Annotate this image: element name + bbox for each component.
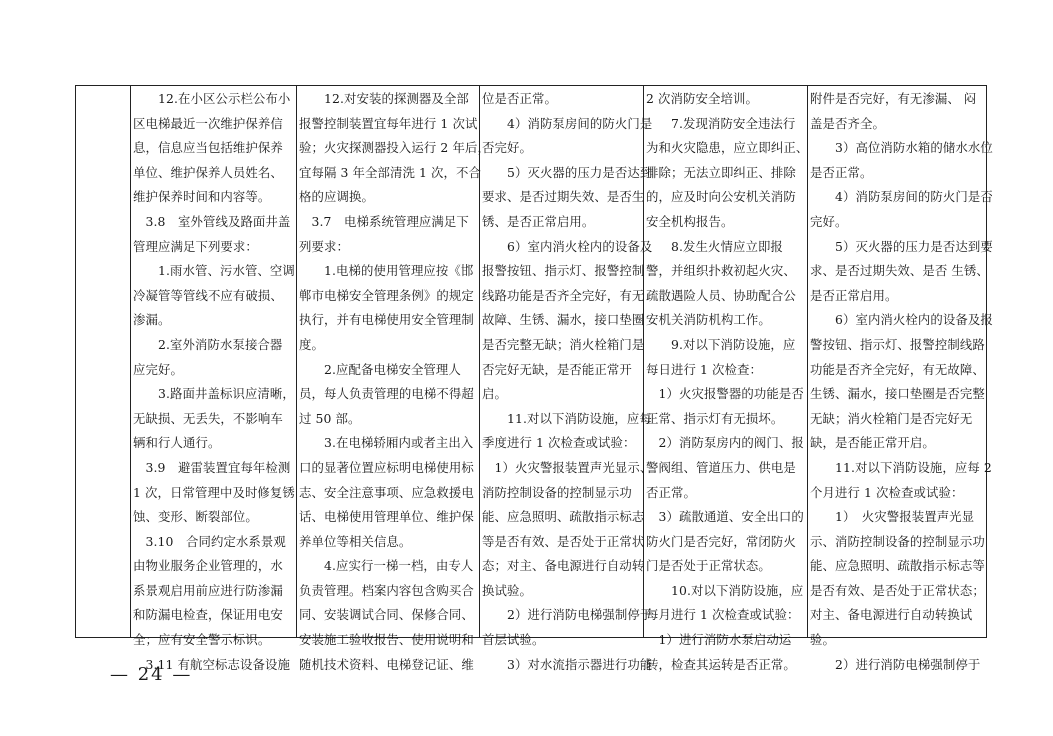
table-text-line: 转，检查其运转是否正常。 xyxy=(646,656,796,672)
table-text-line: 3.7 电梯系统管理应满足下 xyxy=(299,213,469,229)
table-text-line: 负责管理。档案内容包含购买合 xyxy=(299,582,474,598)
table-text-line: 求、是否过期失效、是否 生锈、 xyxy=(810,263,989,279)
table-text-line: 锈、是否正常启用。 xyxy=(482,213,595,229)
table-text-line: 蚀、变形、断裂部位。 xyxy=(133,509,258,525)
table-text-line: 12.对安装的探测器及全部 xyxy=(299,91,469,106)
table-text-line: 验。 xyxy=(810,632,835,648)
table-text-line: 换试验。 xyxy=(482,582,532,598)
table-text-line: 辆和行人通行。 xyxy=(133,435,221,451)
table-text-line: 9.对以下消防设施，应 xyxy=(646,336,796,352)
table-text-line: 7.发现消防安全违法行 xyxy=(646,115,796,131)
table-text-line: 安全机构报告。 xyxy=(646,213,734,229)
table-text-line: 全；应有安全警示标识。 xyxy=(133,632,271,648)
table-text-line: 附件是否完好，有无渗漏、 闷 xyxy=(810,91,977,106)
table-text-line: 2）进行消防电梯强制停于 xyxy=(810,656,981,672)
table-text-line: 单位、维护保养人员姓名、 xyxy=(133,164,283,180)
document-table xyxy=(75,85,993,672)
table-text-line: 度。 xyxy=(299,336,324,352)
table-text-line: 冷凝管等管线不应有破损、 xyxy=(133,287,283,303)
table-text-line: 格的应调换。 xyxy=(299,189,374,205)
table-text-line: 2）进行消防电梯强制停于 xyxy=(482,607,653,623)
table-text-line: 否完好无缺，是否能正常开 xyxy=(482,361,632,377)
table-text-line: 无缺损、无丢失，不影响车 xyxy=(133,410,283,426)
table-text-line: 警，并组织扑救初起火灾、 xyxy=(646,263,796,279)
table-text-line: 10.对以下消防设施，应 xyxy=(646,582,804,598)
table-text-line: 否完好。 xyxy=(482,140,532,156)
table-text-line: 郸市电梯安全管理条例》的规定 xyxy=(299,287,474,303)
table-text-line: 话、电梯使用管理单位、维护保 xyxy=(299,509,474,525)
table-text-line: 由物业服务企业管理的，水 xyxy=(133,558,283,574)
table-text-line: 生锈、漏水，接口垫圈是否完整 xyxy=(810,386,985,402)
table-text-line: 故障、生锈、漏水，接口垫圈 xyxy=(482,312,645,328)
table-text-line: 口的显著位置应标明电梯使用标 xyxy=(299,459,474,475)
table-text-line: 8.发生火情应立即报 xyxy=(646,238,783,254)
table-text-line: 能、应急照明、疏散指示标志等 xyxy=(810,558,985,574)
table-text-line: 对主、备电源进行自动转换试 xyxy=(810,607,973,623)
table-text-line: 2.应配备电梯安全管理人 xyxy=(299,361,461,377)
table-text-line: 6）室内消火栓内的设备及报 xyxy=(810,312,993,328)
table-text-line: 的，应及时向公安机关消防 xyxy=(646,189,796,205)
table-text-line: 养单位等相关信息。 xyxy=(299,533,412,549)
table-text-line: 11.对以下消防设施，应每 xyxy=(482,410,652,426)
table-text-line: 过 50 部。 xyxy=(299,410,361,426)
table-text-line: 5）灭火器的压力是否达到要 xyxy=(810,238,993,254)
table-text-line: 3.11 有航空标志设备设施 xyxy=(133,656,290,672)
table-text-line: 等是否有效、是否处于正常状 xyxy=(482,533,645,549)
table-text-line: 1） 火灾警报装置声光显 xyxy=(810,509,975,525)
table-text-line: 员，每人负责管理的电梯不得超 xyxy=(299,386,474,402)
table-text-line: 功能是否齐全完好，有无故障、 xyxy=(810,361,985,377)
table-text-line: 消防控制设备的控制显示功 xyxy=(482,484,632,500)
table-text-line: 位是否正常。 xyxy=(482,91,557,106)
table-text-line: 无缺；消火栓箱门是否完好无 xyxy=(810,410,973,426)
table-text-line: 维护保养时间和内容等。 xyxy=(133,189,271,205)
table-text-line: 和防漏电检查，保证用电安 xyxy=(133,607,283,623)
table-text-line: 线路功能是否齐全完好，有无 xyxy=(482,287,645,303)
table-text-line: 报警控制装置宜每年进行 1 次试 xyxy=(299,115,478,131)
table-text-line: 3）高位消防水箱的储水水位 xyxy=(810,140,993,156)
table-text-line: 是否完整无缺；消火栓箱门是 xyxy=(482,336,645,352)
table-text-line: 每日进行 1 次检查： xyxy=(646,361,762,377)
table-text-line: 是否正常启用。 xyxy=(810,287,898,303)
table-text-line: 3.9 避雷装置宜每年检测 xyxy=(133,459,291,475)
table-text-line: 防火门是否完好，常闭防火 xyxy=(646,533,796,549)
table-text-line: 态；对主、备电源进行自动转 xyxy=(482,558,645,574)
table-text-line: 息，信息应当包括维护保养 xyxy=(133,140,283,156)
table-text-line: 2.室外消防水泵接合器 xyxy=(133,336,283,352)
table-text-line: 警按钮、指示灯、报警控制线路 xyxy=(810,336,985,352)
table-text-line: 验；火灾探测器投入运行 2 年后， xyxy=(299,140,490,156)
table-text-line: 4）消防泵房间的防火门是否 xyxy=(810,189,993,205)
table-text-line: 3.8 室外管线及路面井盖 xyxy=(133,213,291,229)
table-text-line: 1.雨水管、污水管、空调 xyxy=(133,263,295,279)
table-text-line: 盖是否齐全。 xyxy=(810,115,885,131)
table-text-line: 宜每隔 3 年全部清洗 1 次，不合 xyxy=(299,164,482,180)
table-text-line: 1 次，日常管理中及时修复锈 xyxy=(133,484,295,500)
column-divider xyxy=(296,86,297,637)
table-text-line: 4）消防泵房间的防火门是 xyxy=(482,115,653,131)
table-text-line: 2 次消防安全培训。 xyxy=(646,91,758,106)
table-text-line: 是否正常。 xyxy=(810,164,873,180)
table-text-line: 1）进行消防水泵启动运 xyxy=(646,632,792,648)
table-text-line: 系景观启用前应进行防渗漏 xyxy=(133,582,283,598)
table-text-line: 渗漏。 xyxy=(133,312,171,328)
table-text-line: 6）室内消火栓内的设备及 xyxy=(482,238,653,254)
table-text-line: 12.在小区公示栏公布小 xyxy=(133,91,291,106)
column-divider xyxy=(130,86,131,637)
table-text-line: 区电梯最近一次维护保养信 xyxy=(133,115,283,131)
table-text-line: 季度进行 1 次检查或试验： xyxy=(482,435,636,451)
table-text-line: 同、安装调试合同、保修合同、 xyxy=(299,607,474,623)
table-text-line: 首层试验。 xyxy=(482,632,545,648)
table-text-line: 3）疏散通道、安全出口的 xyxy=(646,509,804,525)
table-text-line: 启。 xyxy=(482,386,507,402)
table-text-line: 志、安全注意事项、应急救援电 xyxy=(299,484,474,500)
table-column-4 xyxy=(646,86,809,672)
table-text-line: 5）灭火器的压力是否达到 xyxy=(482,164,653,180)
table-text-line: 示、消防控制设备的控制显示功 xyxy=(810,533,985,549)
table-text-line: 警阀组、管道压力、供电是 xyxy=(646,459,796,475)
table-column-3 xyxy=(482,86,653,672)
table-text-line: 1）火灾报警器的功能是否 xyxy=(646,386,804,402)
table-text-line: 4.应实行一梯一档，由专人 xyxy=(299,558,474,574)
table-text-line: 随机技术资料、电梯登记证、维 xyxy=(299,656,474,672)
table-text-line: 每月进行 1 次检查或试验： xyxy=(646,607,800,623)
table-text-line: 管理应满足下列要求： xyxy=(133,238,258,254)
table-text-line: 个月进行 1 次检查或试验： xyxy=(810,484,964,500)
table-text-line: 是否有效、是否处于正常状态； xyxy=(810,582,985,598)
table-text-line: 3.在电梯轿厢内或者主出入 xyxy=(299,435,474,451)
table-text-line: 应完好。 xyxy=(133,361,183,377)
table-column-2 xyxy=(299,86,490,672)
table-text-line: 执行，并有电梯使用安全管理制 xyxy=(299,312,474,328)
table-column-1 xyxy=(133,86,295,672)
table-text-line: 3）对水流指示器进行功能 xyxy=(482,656,653,672)
table-text-line: 报警按钮、指示灯、报警控制 xyxy=(482,263,645,279)
table-text-line: 否正常。 xyxy=(646,484,696,500)
table-text-line: 正常、指示灯有无损坏。 xyxy=(646,410,784,426)
table-text-line: 安装施工验收报告、使用说明和 xyxy=(299,632,474,648)
table-text-line: 缺，是否能正常开启。 xyxy=(810,435,935,451)
table-text-line: 门是否处于正常状态。 xyxy=(646,558,771,574)
table-text-line: 要求、是否过期失效、是否生 xyxy=(482,189,645,205)
table-text-line: 排除；无法立即纠正、排除 xyxy=(646,164,796,180)
table-text-line: 3.路面井盖标识应清晰， xyxy=(133,386,295,402)
table-text-line: 疏散遇险人员、协助配合公 xyxy=(646,287,796,303)
table-text-line: 3.10 合同约定水系景观 xyxy=(133,533,286,549)
page-number: — 24 — xyxy=(110,664,193,685)
table-text-line: 完好。 xyxy=(810,213,848,229)
table-text-line: 为和火灾隐患，应立即纠正、 xyxy=(646,140,809,156)
column-divider xyxy=(807,86,808,637)
table-text-line: 1.电梯的使用管理应按《邯 xyxy=(299,263,474,279)
table-text-line: 列要求： xyxy=(299,238,349,254)
table-text-line: 能、应急照明、疏散指示标志 xyxy=(482,509,645,525)
table-text-line: 1）火灾警报装置声光显示、 xyxy=(482,459,653,475)
table-text-line: 2）消防泵房内的阀门、报 xyxy=(646,435,804,451)
table-column-5 xyxy=(810,86,993,672)
table-text-line: 安机关消防机构工作。 xyxy=(646,312,771,328)
table-text-line: 11.对以下消防设施，应每 2 xyxy=(810,459,992,475)
